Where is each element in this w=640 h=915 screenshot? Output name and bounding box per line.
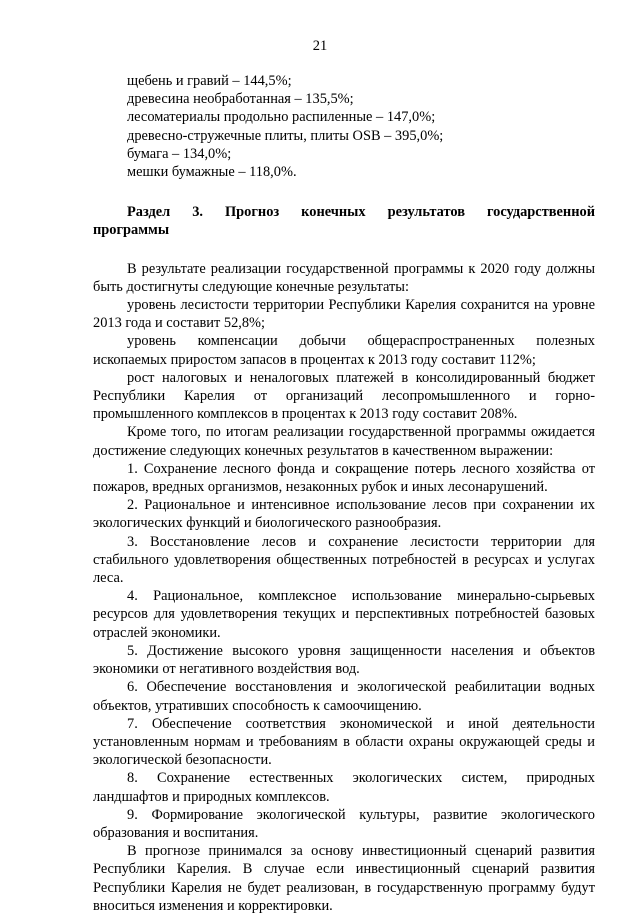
results-list	[93, 72, 595, 181]
paragraph: рост налоговых и неналоговых платежей в консолидированный бюджет Республики Карелия от организаций лесопромышленного и горно-промышленного комплексов в процентах к 2013 году составит 208%.	[93, 369, 595, 423]
section-heading-word: Раздел	[127, 204, 171, 221]
list-item: древесно-стружечные плиты, плиты OSB – 395,0%;	[127, 127, 444, 144]
list-item: древесина необработанная – 135,5%;	[127, 91, 354, 108]
paragraph: 9. Формирование экологической культуры, развитие экологического образования и воспитания.	[93, 806, 595, 841]
paragraph: В прогнозе принимался за основу инвестиционный сценарий развития Республики Карелия. В случае если инвестиционный сценарий развития Республики Карелия не будет реализован, в государственную программу будут вноситься изменения и корректировки.	[93, 843, 595, 914]
section-heading-word: Прогноз	[224, 204, 280, 221]
paragraph: 6. Обеспечение восстановления и экологической реабилитации водных объектов, утративших способность к самоочищению.	[93, 679, 595, 714]
paragraph: 3. Восстановление лесов и сохранение лесистости территории для стабильного удовлетворения общественных потребностей в ресурсах и услугах леса.	[93, 533, 595, 587]
list-item: бумага – 134,0%;	[127, 145, 232, 162]
list-item: щебень и гравий – 144,5%;	[127, 73, 292, 89]
list-item: мешки бумажные – 118,0%.	[127, 164, 297, 181]
body-text	[93, 260, 595, 915]
section-heading-word: 3.	[192, 204, 204, 221]
paragraph: уровень компенсации добычи общераспространенных полезных ископаемых приростом запасов в процентах к 2013 году составит 112%;	[93, 333, 595, 368]
section-heading-word: результатов	[387, 204, 465, 221]
section-heading-line	[127, 203, 595, 221]
paragraph: уровень лесистости территории Республики Карелия сохранится на уровне 2013 года и составит 52,8%;	[93, 297, 595, 332]
section-heading-word: конечных	[301, 204, 366, 221]
paragraph: 8. Сохранение естественных экологических систем, природных ландшафтов и природных комплексов.	[93, 770, 595, 805]
paragraph: 4. Рациональное, комплексное использование минерально-сырьевых ресурсов для удовлетворения текущих и перспективных потребностей базовых отраслей экономики.	[93, 588, 595, 641]
section-heading-line: программы	[93, 222, 170, 239]
paragraph: 2. Рациональное и интенсивное использование лесов при сохранении их экологических функций и биологического разнообразия.	[93, 497, 595, 532]
paragraph: 5. Достижение высокого уровня защищенности населения и объектов экономики от негативного воздействия вод.	[93, 642, 595, 678]
page-content	[93, 72, 595, 915]
paragraph: 1. Сохранение лесного фонда и сокращение потерь лесного хозяйства от пожаров, вредных организмов, незаконных рубок и иных лесонарушений.	[93, 460, 595, 496]
paragraph: 7. Обеспечение соответствия экономической и иной деятельности установленным нормам и требованиям в области охраны окружающей среды и экологической безопасности.	[93, 715, 595, 769]
page-number: 21	[312, 38, 328, 54]
paragraph: В результате реализации государственной программы к 2020 году должны быть достигнуты следующие конечные результаты:	[93, 260, 595, 295]
paragraph: Кроме того, по итогам реализации государственной программы ожидается достижение следующих конечных результатов в качественном выражении:	[93, 424, 595, 459]
section-heading	[93, 203, 595, 239]
section-heading-word: государственной	[486, 204, 595, 221]
list-item: лесоматериалы продольно распиленные – 147,0%;	[127, 109, 436, 126]
